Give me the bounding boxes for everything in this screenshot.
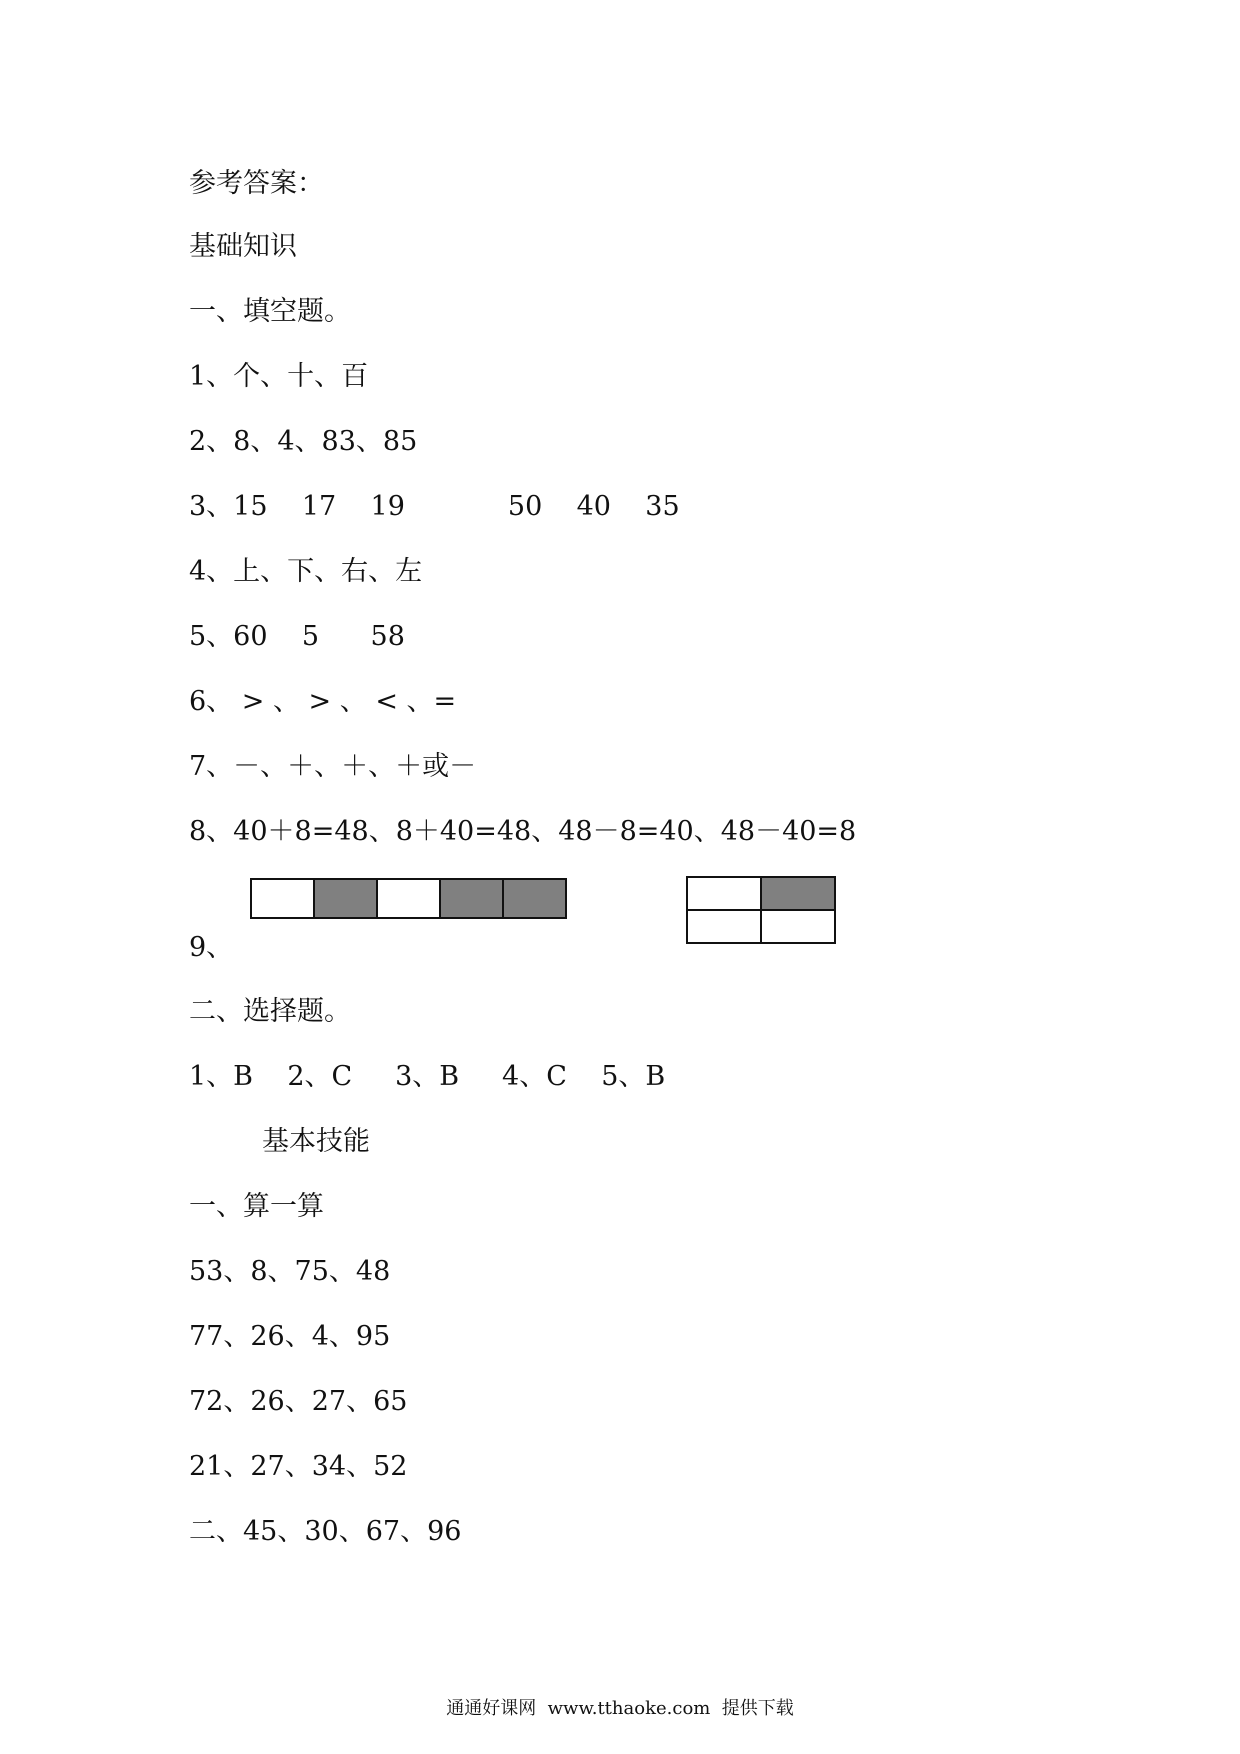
fill-answer-5: 5、60 5 58 xyxy=(189,621,405,652)
page-footer: 通通好课网 www.tthaoke.com 提供下载 xyxy=(446,1698,794,1719)
strip-cell-3 xyxy=(378,880,441,919)
calc-answer-row-4: 21、27、34、52 xyxy=(189,1451,408,1482)
strip-cell-2 xyxy=(315,880,378,919)
fill-answer-4: 4、上、下、右、左 xyxy=(189,556,423,587)
fraction-grid-figure xyxy=(686,876,836,944)
grid-cell-4 xyxy=(762,911,836,944)
fill-answer-3: 3、15 17 19 50 40 35 xyxy=(189,491,680,522)
fill-answer-2: 2、8、4、83、85 xyxy=(189,426,418,457)
choice-answers: 1、B 2、C 3、B 4、C 5、B xyxy=(189,1061,666,1092)
strip-cell-1 xyxy=(252,880,315,919)
section2-heading: 二、选择题。 xyxy=(189,996,351,1027)
grid-cell-2 xyxy=(762,878,836,911)
fill-answer-7: 7、－、＋、＋、＋或－ xyxy=(189,751,477,782)
strip-cell-4 xyxy=(441,880,504,919)
section1-heading: 一、填空题。 xyxy=(189,296,351,327)
fill-answer-9: 9、 xyxy=(189,932,234,963)
answer-title: 参考答案： xyxy=(189,168,324,199)
fill-answer-8: 8、40＋8=48、8＋40=48、48－8=40、48－40=8 xyxy=(189,816,857,847)
grid-cell-3 xyxy=(688,911,762,944)
calc-heading: 一、算一算 xyxy=(189,1191,324,1222)
fill-answer-6: 6、 > 、 > 、 < 、= xyxy=(189,686,457,717)
strip-cell-5 xyxy=(504,880,567,919)
part2-heading: 基本技能 xyxy=(262,1126,370,1157)
calc-answer-row-1: 53、8、75、48 xyxy=(189,1256,391,1287)
part1-heading: 基础知识 xyxy=(189,231,297,262)
calc-answer-row-3: 72、26、27、65 xyxy=(189,1386,408,1417)
grid-cell-1 xyxy=(688,878,762,911)
fill-answer-1: 1、个、十、百 xyxy=(189,361,369,392)
section-two-answers: 二、45、30、67、96 xyxy=(189,1516,462,1547)
calc-answer-row-2: 77、26、4、95 xyxy=(189,1321,391,1352)
fraction-strip-figure xyxy=(250,878,567,919)
